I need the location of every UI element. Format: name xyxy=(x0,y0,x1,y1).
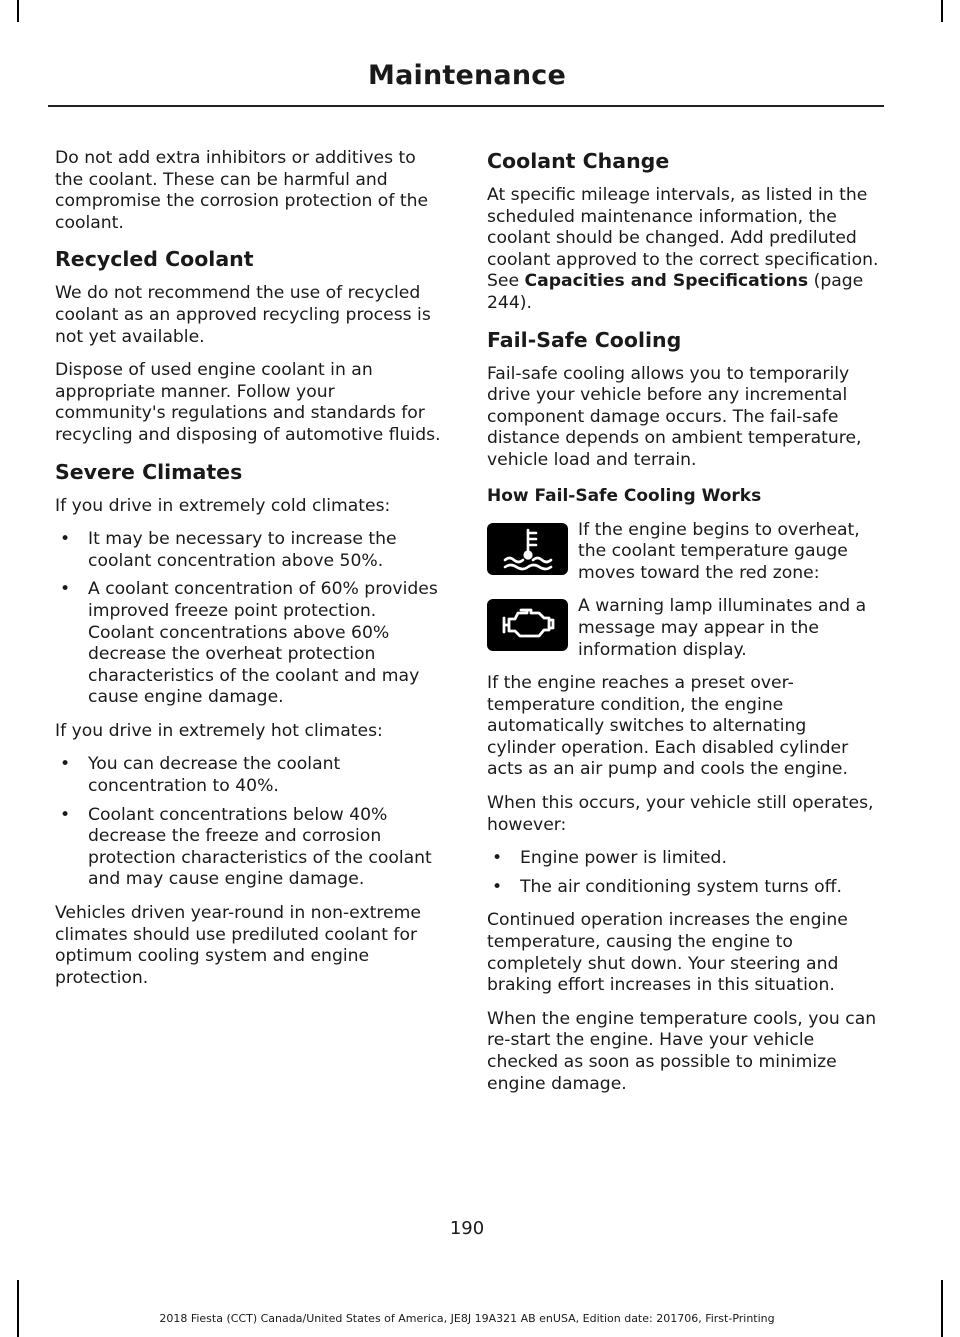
cold-climates-list xyxy=(55,529,447,709)
crop-mark-top-left xyxy=(17,0,19,22)
footer-edition-info: 2018 Fiesta (CCT) Canada/United States of America, JE8J 19A321 AB enUSA, Edition date: 201706, First-Printing xyxy=(159,1312,775,1325)
over-temperature-paragraph: If the engine reaches a preset over-temperature condition, the engine automatically switches to alternating cylinder operation. Each disabled cylinder acts as an air pump and cools the engine. xyxy=(487,673,849,780)
list-item-text: A coolant concentration of 60% provides improved freeze point protection. Coolant concentrations above 60% decrease the overheat protection characteristics of the coolant and may cause engine damage. xyxy=(88,579,438,708)
limitations-list xyxy=(487,848,880,898)
fail-safe-cooling-heading: Fail-Safe Cooling xyxy=(487,327,682,352)
right-column xyxy=(487,148,880,1107)
fail-safe-paragraph: Fail-safe cooling allows you to temporarily drive your vehicle before any incremental component damage occurs. The fail-safe distance depends on ambient temperature, vehicle load and terrain. xyxy=(487,363,862,470)
coolant-change-text: At specific mileage intervals, as listed in the scheduled maintenance information, the coolant should be changed. Add prediluted coolant approved to the correct specification. See xyxy=(487,185,879,292)
bullet: • xyxy=(60,754,71,775)
coolant-change-paragraph xyxy=(487,185,880,315)
recycled-paragraph-1: We do not recommend the use of recycled coolant as an approved recycling process is not yet available. xyxy=(55,283,431,347)
bullet: • xyxy=(492,848,503,869)
engine-warning-text: A warning lamp illuminates and a message may appear in the information display. xyxy=(578,596,867,660)
cold-climates-intro: If you drive in extremely cold climates: xyxy=(55,495,391,516)
continued-operation-paragraph: Continued operation increases the engine temperature, causing the engine to completely shut down. Your steering and braking effort increases in this situation. xyxy=(487,910,848,996)
coolant-change-heading: Coolant Change xyxy=(487,149,670,173)
crop-mark-bottom-left xyxy=(17,1280,19,1337)
how-fail-safe-heading: How Fail-Safe Cooling Works xyxy=(487,485,762,506)
list-item-text: Coolant concentrations below 40% decrease the freeze and corrosion protection characteristics of the coolant and may cause engine damage. xyxy=(88,804,432,890)
list-item-text: You can decrease the coolant concentration to 40%. xyxy=(88,754,341,797)
bullet: • xyxy=(60,804,71,825)
coolant-temperature-text: If the engine begins to overheat, the coolant temperature gauge moves toward the red zone: xyxy=(578,519,860,583)
list-item xyxy=(55,579,447,709)
list-item xyxy=(487,848,880,870)
bullet: • xyxy=(60,579,71,600)
crop-mark-top-right xyxy=(941,0,943,22)
list-item-text: It may be necessary to increase the coolant concentration above 50%. xyxy=(88,529,397,571)
list-item xyxy=(55,805,447,891)
recycled-paragraph-2: Dispose of used engine coolant in an appropriate manner. Follow your community's regulations and standards for recycling and disposing of automotive fluids. xyxy=(55,360,441,445)
left-column xyxy=(55,148,447,1001)
crop-mark-bottom-right xyxy=(941,1280,943,1337)
severe-climates-heading: Severe Climates xyxy=(55,459,243,484)
engine-warning-row xyxy=(487,596,880,661)
list-item xyxy=(55,754,447,797)
header-divider xyxy=(48,105,884,107)
coolant-temperature-row xyxy=(487,520,880,585)
page-title: Maintenance xyxy=(368,60,566,91)
engine-cools-paragraph: When the engine temperature cools, you can re-start the engine. Have your vehicle checked as soon as possible to minimize engine damage. xyxy=(487,1008,877,1094)
list-item xyxy=(487,877,880,899)
non-extreme-climates-paragraph: Vehicles driven year-round in non-extreme climates should use prediluted coolant for optimum cooling system and engine protection. xyxy=(55,903,421,988)
page-number: 190 xyxy=(449,1218,485,1239)
coolant-temperature-icon xyxy=(487,523,568,575)
inhibitors-paragraph: Do not add extra inhibitors or additives to the coolant. These can be harmful and compromise the corrosion protection of the coolant. xyxy=(55,148,429,233)
still-operates-paragraph: When this occurs, your vehicle still operates, however: xyxy=(487,793,874,835)
engine-warning-icon xyxy=(487,599,568,651)
recycled-coolant-heading: Recycled Coolant xyxy=(55,247,254,272)
page-reference: (page 244). xyxy=(487,271,864,313)
list-item-text: Engine power is limited. xyxy=(520,848,727,869)
bullet: • xyxy=(60,529,71,550)
hot-climates-intro: If you drive in extremely hot climates: xyxy=(55,720,383,741)
capacities-specifications-link[interactable]: Capacities and Specifications xyxy=(524,271,809,292)
list-item-text: The air conditioning system turns off. xyxy=(520,876,842,897)
list-item xyxy=(55,529,447,572)
hot-climates-list xyxy=(55,754,447,891)
bullet: • xyxy=(492,876,503,897)
